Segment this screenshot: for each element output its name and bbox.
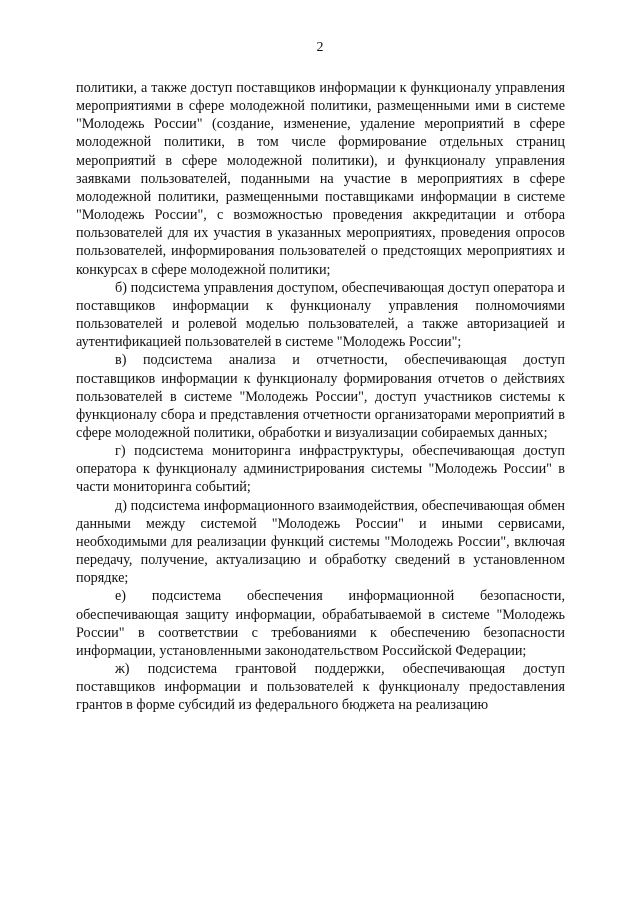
- paragraph-item-b: б) подсистема управления доступом, обеспечивающая доступ оператора и поставщиков информации к функционалу управления полномочиями пользователей и ролевой моделью пользователей, а также авторизацией и аутентификацией пользователей в системе "Молодежь России";: [76, 279, 565, 351]
- paragraph-item-d: д) подсистема информационного взаимодействия, обеспечивающая обмен данными между системой "Молодежь России" и иными сервисами, необходимыми для реализации функций системы "Молодежь России", включая передачу, получение, актуализацию и обработку сведений в установленном порядке;: [76, 497, 565, 587]
- paragraph-item-g: г) подсистема мониторинга инфраструктуры, обеспечивающая доступ оператора к функционалу администрирования системы "Молодежь России" в части мониторинга событий;: [76, 443, 565, 496]
- paragraph-item-zh: ж) подсистема грантовой поддержки, обеспечивающая доступ поставщиков информации и пользователей к функционалу предоставления грантов в форме субсидий из федерального бюджета на реализацию: [76, 661, 565, 714]
- paragraph-continuation: политики, а также доступ поставщиков информации к функционалу управления мероприятиями в сфере молодежной политики, размещенными ими в системе "Молодежь России" (создание, изменение, удаление мероприятий в сфере молодежной политики, в том числе формирование отдельных страниц мероприятий в сфере молодежной политики), и функционалу управления заявками пользователей, поданными на участие в мероприятиях в сфере молодежной политики, размещенными поставщиками информации в системе "Молодежь России", с возможностью проведения аккредитации и отбора пользователей для их участия в указанных мероприятиях, проведения опросов пользователей, информирования пользователей о предстоящих мероприятиях и конкурсах в сфере молодежной политики;: [76, 80, 565, 278]
- paragraph-item-v: в) подсистема анализа и отчетности, обеспечивающая доступ поставщиков информации к функционалу формирования отчетов о действиях пользователей в системе "Молодежь России", доступ участников системы к функционалу сбора и представления отчетности организаторами мероприятий в сфере молодежной политики, обработки и визуализации собираемых данных;: [76, 352, 565, 441]
- page-number: 2: [316, 40, 324, 55]
- document-body: [76, 79, 565, 714]
- paragraph-item-e: е) подсистема обеспечения информационной безопасности, обеспечивающая защиту информации, обрабатываемой в системе "Молодежь России" в соответствии с требованиями к обеспечению безопасности информации, установленными законодательством Российской Федерации;: [76, 588, 565, 659]
